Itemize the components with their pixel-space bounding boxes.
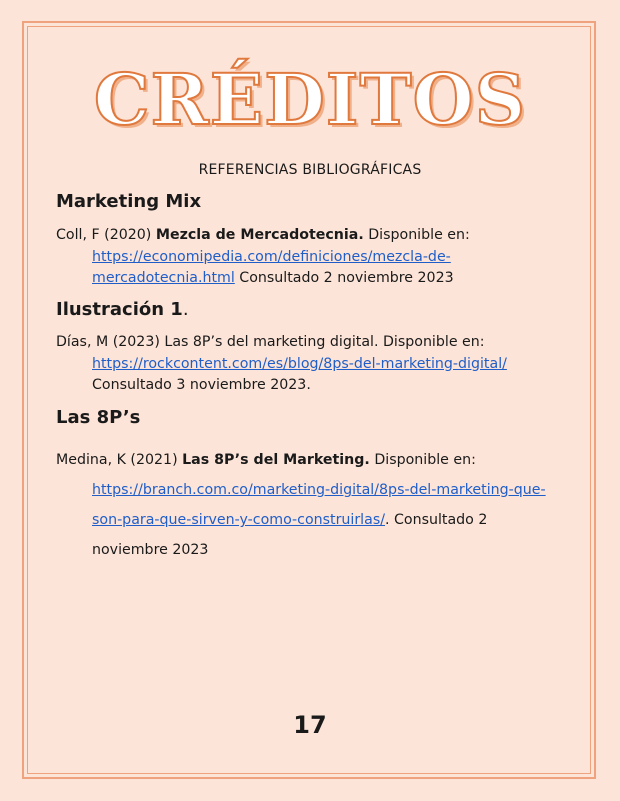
reference-coll <box>56 225 556 290</box>
ref-link[interactable]: https://branch.com.co/marketing-digital/8ps-del-marketing-que- <box>92 482 546 498</box>
heading-las-8ps: Las 8P’s <box>56 407 141 428</box>
section-subtitle: REFERENCIAS BIBLIOGRÁFICAS <box>198 162 422 178</box>
ref-link[interactable]: https://rockcontent.com/es/blog/8ps-del-marketing-digital/ <box>92 355 507 372</box>
ref-link-cont[interactable]: son-para-que-sirven-y-como-construirlas/ <box>92 512 385 528</box>
ref-consulted: Consultado 2 noviembre 2023 <box>234 270 454 286</box>
ref-link-cont[interactable]: mercadotecnia.html <box>92 270 235 286</box>
heading-ilustracion-suffix: . <box>182 299 189 320</box>
ref-consulted: Consultado 3 noviembre 2023. <box>92 377 311 393</box>
heading-ilustracion <box>56 299 189 320</box>
ref-consulted-date: noviembre 2023 <box>92 542 209 558</box>
ref-available: Disponible en: <box>369 452 476 468</box>
ref-work: Mezcla de Mercadotecnia. <box>155 227 364 243</box>
page-number: 17 <box>293 711 327 739</box>
ref-available: Disponible en: <box>363 227 470 243</box>
ref-link[interactable]: https://economipedia.com/definiciones/mezcla-de- <box>92 248 451 265</box>
page-title: CRÉDITOS <box>93 58 527 141</box>
ref-consulted: . Consultado 2 <box>385 512 488 528</box>
heading-ilustracion-text: Ilustración 1 <box>56 299 183 320</box>
heading-marketing-mix: Marketing Mix <box>56 191 202 212</box>
reference-dias <box>56 332 556 397</box>
ref-work: Las 8P’s del Marketing. <box>182 452 370 468</box>
ref-author: Medina, K (2021) <box>56 452 183 468</box>
reference-medina <box>56 445 556 565</box>
ref-author: Días, M (2023) Las 8P’s del marketing digital. Disponible en: <box>56 334 485 350</box>
ref-author: Coll, F (2020) <box>56 227 156 243</box>
